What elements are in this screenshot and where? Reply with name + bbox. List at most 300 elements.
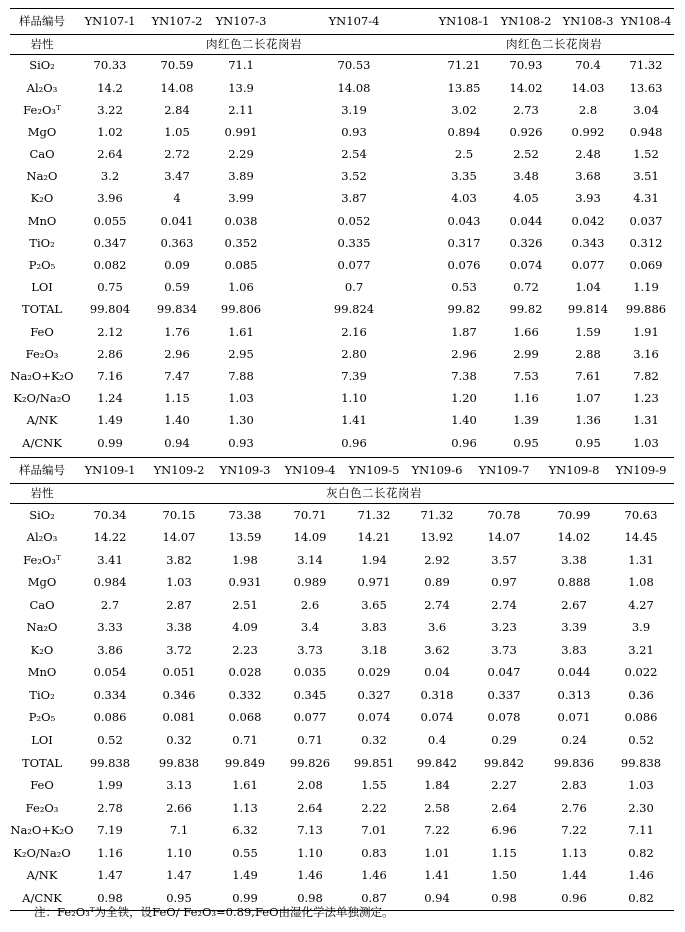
- table-cell: 0.052: [337, 213, 371, 228]
- table-cell: 71.21: [447, 58, 481, 73]
- table-cell: 14.21: [357, 530, 391, 545]
- table-cell: 70.4: [575, 58, 601, 73]
- table-cell: 99.824: [333, 302, 375, 317]
- table-cell: 70.99: [557, 507, 591, 522]
- table-cell: 0.074: [509, 258, 543, 273]
- table-cell: 1.31: [628, 552, 654, 567]
- table-row: [10, 343, 674, 365]
- table-cell: 0.926: [509, 124, 543, 139]
- table-cell: 0.992: [571, 124, 605, 139]
- table-row: [10, 233, 674, 255]
- table-cell: 3.99: [228, 191, 254, 206]
- table-cell: 3.39: [561, 620, 587, 635]
- table-cell: 3.89: [228, 169, 254, 184]
- table-cell: 1.10: [297, 845, 323, 860]
- table-cell: 99.849: [224, 755, 266, 770]
- row-label: K₂O: [30, 191, 54, 206]
- table-cell: 7.82: [633, 368, 659, 383]
- table-cell: 0.53: [451, 280, 477, 295]
- table-cell: 3.2: [100, 169, 120, 184]
- table1-body: [10, 55, 674, 455]
- table-cell: 2.72: [164, 147, 190, 162]
- table-cell: 3.23: [491, 620, 517, 635]
- table-cell: 99.836: [553, 755, 595, 770]
- table-cell: 7.11: [628, 823, 654, 838]
- table-cell: 3.35: [451, 169, 477, 184]
- table-row: [10, 166, 674, 188]
- table-cell: 1.08: [628, 575, 654, 590]
- rock-label: 岩性: [10, 484, 74, 504]
- table-cell: 2.99: [513, 346, 539, 361]
- table-cell: 6.32: [232, 823, 258, 838]
- table-cell: 0.343: [571, 235, 605, 250]
- rock-type-left: 肉红色二长花岗岩: [74, 35, 434, 55]
- table-cell: 0.041: [160, 213, 194, 228]
- table-cell: 99.838: [158, 755, 200, 770]
- table-cell: 1.03: [633, 435, 659, 450]
- table-cell: 70.33: [93, 58, 127, 73]
- table-cell: 1.46: [628, 868, 654, 883]
- table-cell: 14.09: [293, 530, 327, 545]
- table-cell: 1.94: [361, 552, 387, 567]
- table-cell: 71.32: [629, 58, 663, 73]
- table-cell: 0.047: [487, 665, 521, 680]
- table-cell: 0.93: [341, 124, 367, 139]
- header-cell: YN108-1: [434, 9, 494, 35]
- table-cell: 3.96: [97, 191, 123, 206]
- table-cell: 3.65: [361, 597, 387, 612]
- table-cell: 99.82: [509, 302, 543, 317]
- table-cell: 0.98: [97, 890, 123, 905]
- table-cell: 7.39: [341, 368, 367, 383]
- table-cell: 2.27: [491, 778, 517, 793]
- table-cell: 0.313: [557, 687, 591, 702]
- row-label: A/NK: [26, 413, 58, 428]
- table-row: [10, 188, 674, 210]
- table-cell: 7.1: [169, 823, 189, 838]
- table-row: [10, 388, 674, 410]
- table1-rock-row: [10, 35, 674, 55]
- table-cell: 0.044: [509, 213, 543, 228]
- header-cell: YN108-3: [558, 9, 618, 35]
- table-cell: 1.76: [164, 324, 190, 339]
- table-cell: 0.326: [509, 235, 543, 250]
- row-label: Fe₂O₃: [25, 346, 59, 361]
- row-label: MgO: [27, 124, 57, 139]
- table-cell: 0.335: [337, 235, 371, 250]
- table-cell: 2.5: [454, 147, 474, 162]
- table-cell: 0.83: [361, 845, 387, 860]
- table-row: [10, 572, 674, 595]
- table-row: [10, 865, 674, 888]
- table-cell: 0.345: [293, 687, 327, 702]
- table-cell: 1.16: [97, 845, 123, 860]
- table-cell: 2.78: [97, 800, 123, 815]
- table-cell: 2.76: [561, 800, 587, 815]
- table-cell: 0.051: [162, 665, 196, 680]
- table-cell: 3.73: [491, 642, 517, 657]
- table-cell: 3.14: [297, 552, 323, 567]
- row-label: FeO: [30, 778, 54, 793]
- table-cell: 2.92: [424, 552, 450, 567]
- table-cell: 71.32: [420, 507, 454, 522]
- rock-label: 岩性: [10, 35, 74, 55]
- table-cell: 1.84: [424, 778, 450, 793]
- table-cell: 3.38: [561, 552, 587, 567]
- table-cell: 2.74: [491, 597, 517, 612]
- table-cell: 0.054: [93, 665, 127, 680]
- table-cell: 2.29: [228, 147, 254, 162]
- table-row: [10, 639, 674, 662]
- table-cell: 0.29: [491, 732, 517, 747]
- table-cell: 0.95: [166, 890, 192, 905]
- table-cell: 0.984: [93, 575, 127, 590]
- row-label: TiO₂: [29, 235, 55, 250]
- table-cell: 3.41: [97, 552, 123, 567]
- table-cell: 4.27: [628, 597, 654, 612]
- table-cell: 2.66: [166, 800, 192, 815]
- table-cell: 7.22: [561, 823, 587, 838]
- table-cell: 1.13: [232, 800, 258, 815]
- table-cell: 0.077: [293, 710, 327, 725]
- table-cell: 0.71: [232, 732, 258, 747]
- table-row: [10, 594, 674, 617]
- table-cell: 2.6: [300, 597, 320, 612]
- header-cell: YN109-5: [342, 458, 406, 484]
- row-label: A/CNK: [22, 435, 62, 450]
- table-cell: 99.838: [620, 755, 662, 770]
- table-cell: 2.52: [513, 147, 539, 162]
- table-cell: 0.32: [166, 732, 192, 747]
- table-cell: 0.96: [341, 435, 367, 450]
- table-cell: 0.989: [293, 575, 327, 590]
- table-cell: 0.99: [232, 890, 258, 905]
- header-cell: 样品编号: [10, 458, 74, 484]
- row-label: Na₂O: [26, 620, 58, 635]
- table-cell: 3.22: [97, 102, 123, 117]
- table-cell: 0.04: [424, 665, 450, 680]
- table-cell: 2.7: [100, 597, 120, 612]
- table-cell: 3.21: [628, 642, 654, 657]
- table-row: [10, 432, 674, 454]
- table-cell: 1.10: [341, 391, 367, 406]
- table-cell: 3.83: [561, 642, 587, 657]
- table-cell: 0.991: [224, 124, 258, 139]
- table-cell: 1.46: [361, 868, 387, 883]
- row-label: MgO: [27, 575, 57, 590]
- table-cell: 1.20: [451, 391, 477, 406]
- table-cell: 0.081: [162, 710, 196, 725]
- table-cell: 0.87: [361, 890, 387, 905]
- header-cell: YN109-6: [406, 458, 468, 484]
- row-label: TOTAL: [21, 302, 63, 317]
- table-cell: 3.4: [300, 620, 320, 635]
- table-cell: 1.91: [633, 324, 659, 339]
- table-cell: 14.07: [487, 530, 521, 545]
- row-label: Fe₂O₃ᵀ: [23, 102, 61, 117]
- row-label: A/CNK: [22, 890, 62, 905]
- table2-body: [10, 504, 674, 911]
- table-cell: 7.53: [513, 368, 539, 383]
- table-cell: 0.327: [357, 687, 391, 702]
- table-cell: 0.074: [357, 710, 391, 725]
- table-yn109: [10, 457, 674, 911]
- table-cell: 2.64: [97, 147, 123, 162]
- table-cell: 2.67: [561, 597, 587, 612]
- table-cell: 7.22: [424, 823, 450, 838]
- table-cell: 0.317: [447, 235, 481, 250]
- table-cell: 14.22: [93, 530, 127, 545]
- table-row: [10, 752, 674, 775]
- table-cell: 0.363: [160, 235, 194, 250]
- table-row: [10, 842, 674, 865]
- table-cell: 14.08: [160, 80, 194, 95]
- table-row: [10, 99, 674, 121]
- table-cell: 99.838: [89, 755, 131, 770]
- table-cell: 14.02: [509, 80, 543, 95]
- table-row: [10, 684, 674, 707]
- header-cell: YN109-4: [278, 458, 342, 484]
- table-cell: 0.347: [93, 235, 127, 250]
- table-row: [10, 410, 674, 432]
- table-cell: 1.06: [228, 280, 254, 295]
- table1-header-row: [10, 9, 674, 35]
- table-row: [10, 144, 674, 166]
- table-cell: 4: [173, 191, 181, 206]
- table-cell: 3.62: [424, 642, 450, 657]
- row-label: Al₂O₃: [26, 530, 58, 545]
- table-cell: 0.24: [561, 732, 587, 747]
- table-cell: 0.086: [624, 710, 658, 725]
- table-cell: 0.82: [628, 890, 654, 905]
- table-cell: 70.34: [93, 507, 127, 522]
- table-cell: 1.59: [575, 324, 601, 339]
- table-cell: 2.74: [424, 597, 450, 612]
- row-label: Fe₂O₃: [25, 800, 59, 815]
- table-cell: 0.97: [491, 575, 517, 590]
- table-cell: 3.48: [513, 169, 539, 184]
- table-cell: 0.038: [224, 213, 258, 228]
- table-row: [10, 210, 674, 232]
- table-cell: 3.73: [297, 642, 323, 657]
- table-cell: 4.09: [232, 620, 258, 635]
- table-cell: 7.16: [97, 368, 123, 383]
- row-label: P₂O₅: [28, 710, 56, 725]
- table-cell: 2.23: [232, 642, 258, 657]
- row-label: Na₂O+K₂O: [10, 368, 74, 383]
- header-cell: YN109-1: [74, 458, 146, 484]
- table-cell: 0.931: [228, 575, 262, 590]
- table-cell: 0.75: [97, 280, 123, 295]
- table-cell: 0.7: [344, 280, 364, 295]
- row-label: FeO: [30, 324, 54, 339]
- table-cell: 4.05: [513, 191, 539, 206]
- row-label: K₂O: [30, 642, 54, 657]
- table-cell: 0.055: [93, 213, 127, 228]
- table-cell: 1.47: [166, 868, 192, 883]
- table-cell: 3.02: [451, 102, 477, 117]
- footnote: 注：Fe₂O₃ᵀ为全铁，设FeO/ Fe₂O₃=0.89,FeO由湿化学法单独测定。: [34, 905, 394, 919]
- table-cell: 1.40: [451, 413, 477, 428]
- table-cell: 99.814: [567, 302, 609, 317]
- table-cell: 99.806: [220, 302, 262, 317]
- table-cell: 99.842: [416, 755, 458, 770]
- table-cell: 7.61: [575, 368, 601, 383]
- table-cell: 70.63: [624, 507, 658, 522]
- table-cell: 1.99: [97, 778, 123, 793]
- table-cell: 3.82: [166, 552, 192, 567]
- table-row: [10, 366, 674, 388]
- table-cell: 7.88: [228, 368, 254, 383]
- table-cell: 1.46: [297, 868, 323, 883]
- table-cell: 2.8: [578, 102, 598, 117]
- table-cell: 1.24: [97, 391, 123, 406]
- table-cell: 3.68: [575, 169, 601, 184]
- row-label: LOI: [31, 280, 53, 295]
- table-row: [10, 549, 674, 572]
- table-row: [10, 255, 674, 277]
- table-cell: 0.076: [447, 258, 481, 273]
- table-cell: 3.13: [166, 778, 192, 793]
- table-cell: 1.30: [228, 413, 254, 428]
- table-cell: 2.84: [164, 102, 190, 117]
- table-cell: 70.93: [509, 58, 543, 73]
- rock-type-right: 肉红色二长花岗岩: [434, 35, 674, 55]
- table-cell: 7.47: [164, 368, 190, 383]
- header-cell: YN109-3: [212, 458, 278, 484]
- row-label: CaO: [29, 597, 55, 612]
- table2-rock-row: [10, 484, 674, 504]
- table-cell: 0.352: [224, 235, 258, 250]
- header-cell: YN109-8: [540, 458, 608, 484]
- table-cell: 1.39: [513, 413, 539, 428]
- table-cell: 99.82: [447, 302, 481, 317]
- table-cell: 1.61: [232, 778, 258, 793]
- table-cell: 0.82: [628, 845, 654, 860]
- row-label: MnO: [27, 213, 57, 228]
- row-label: K₂O/Na₂O: [13, 391, 71, 406]
- table-cell: 1.50: [491, 868, 517, 883]
- table-cell: 1.61: [228, 324, 254, 339]
- table-cell: 2.87: [166, 597, 192, 612]
- table-yn107-yn108: [10, 8, 674, 454]
- header-cell: YN109-9: [608, 458, 674, 484]
- table-cell: 0.98: [297, 890, 323, 905]
- table-cell: 99.834: [156, 302, 198, 317]
- table-cell: 70.71: [293, 507, 327, 522]
- table-row: [10, 277, 674, 299]
- table-row: [10, 797, 674, 820]
- table-cell: 0.888: [557, 575, 591, 590]
- table-cell: 2.64: [491, 800, 517, 815]
- table-cell: 0.71: [297, 732, 323, 747]
- table-cell: 1.66: [513, 324, 539, 339]
- table-cell: 14.07: [162, 530, 196, 545]
- table-cell: 71.32: [357, 507, 391, 522]
- table-cell: 2.22: [361, 800, 387, 815]
- table-cell: 13.85: [447, 80, 481, 95]
- table-cell: 2.58: [424, 800, 450, 815]
- table-cell: 70.59: [160, 58, 194, 73]
- table-row: [10, 55, 674, 78]
- table-cell: 3.93: [575, 191, 601, 206]
- table-cell: 99.842: [483, 755, 525, 770]
- row-label: Fe₂O₃ᵀ: [23, 552, 61, 567]
- table-cell: 1.55: [361, 778, 387, 793]
- table-cell: 0.4: [427, 732, 447, 747]
- table-cell: 3.16: [633, 346, 659, 361]
- table-cell: 3.52: [341, 169, 367, 184]
- table-cell: 2.16: [341, 324, 367, 339]
- table-row: [10, 775, 674, 798]
- table-cell: 13.92: [420, 530, 454, 545]
- table-cell: 0.044: [557, 665, 591, 680]
- table-cell: 0.94: [424, 890, 450, 905]
- table-cell: 13.59: [228, 530, 262, 545]
- table-cell: 1.03: [628, 778, 654, 793]
- table-cell: 1.13: [561, 845, 587, 860]
- table-cell: 1.47: [97, 868, 123, 883]
- table-cell: 3.47: [164, 169, 190, 184]
- table-cell: 1.98: [232, 552, 258, 567]
- table-cell: 1.04: [575, 280, 601, 295]
- table-cell: 0.96: [561, 890, 587, 905]
- row-label: SiO₂: [29, 507, 55, 522]
- row-label: A/NK: [26, 868, 58, 883]
- table-row: [10, 729, 674, 752]
- table-cell: 7.13: [297, 823, 323, 838]
- table-cell: 99.804: [89, 302, 131, 317]
- table-cell: 1.44: [561, 868, 587, 883]
- table2-header-row: [10, 458, 674, 484]
- table-cell: 14.2: [97, 80, 123, 95]
- table-cell: 0.334: [93, 687, 127, 702]
- table-cell: 0.069: [629, 258, 663, 273]
- header-cell: YN107-2: [146, 9, 208, 35]
- table-cell: 0.077: [571, 258, 605, 273]
- table-cell: 1.87: [451, 324, 477, 339]
- table-cell: 1.01: [424, 845, 450, 860]
- table-cell: 0.022: [624, 665, 658, 680]
- table-cell: 71.1: [228, 58, 254, 73]
- table-cell: 1.05: [164, 124, 190, 139]
- table-cell: 0.346: [162, 687, 196, 702]
- table-cell: 1.10: [166, 845, 192, 860]
- table-cell: 0.074: [420, 710, 454, 725]
- table-cell: 3.04: [633, 102, 659, 117]
- rock-type: 灰白色二长花岗岩: [74, 484, 674, 504]
- table-row: [10, 504, 674, 527]
- table-cell: 3.38: [166, 620, 192, 635]
- table-cell: 1.15: [491, 845, 517, 860]
- table-cell: 0.318: [420, 687, 454, 702]
- table-cell: 1.40: [164, 413, 190, 428]
- table-cell: 99.826: [289, 755, 331, 770]
- row-label: P₂O₅: [28, 258, 56, 273]
- table-cell: 2.08: [297, 778, 323, 793]
- table-cell: 2.86: [97, 346, 123, 361]
- row-label: SiO₂: [29, 58, 55, 73]
- table-cell: 2.48: [575, 147, 601, 162]
- table-cell: 4.31: [633, 191, 659, 206]
- table-cell: 0.89: [424, 575, 450, 590]
- header-cell: YN107-1: [74, 9, 146, 35]
- row-label: LOI: [31, 732, 53, 747]
- header-cell: YN108-4: [618, 9, 674, 35]
- table-cell: 0.96: [451, 435, 477, 450]
- table-cell: 2.83: [561, 778, 587, 793]
- row-label: Na₂O: [26, 169, 58, 184]
